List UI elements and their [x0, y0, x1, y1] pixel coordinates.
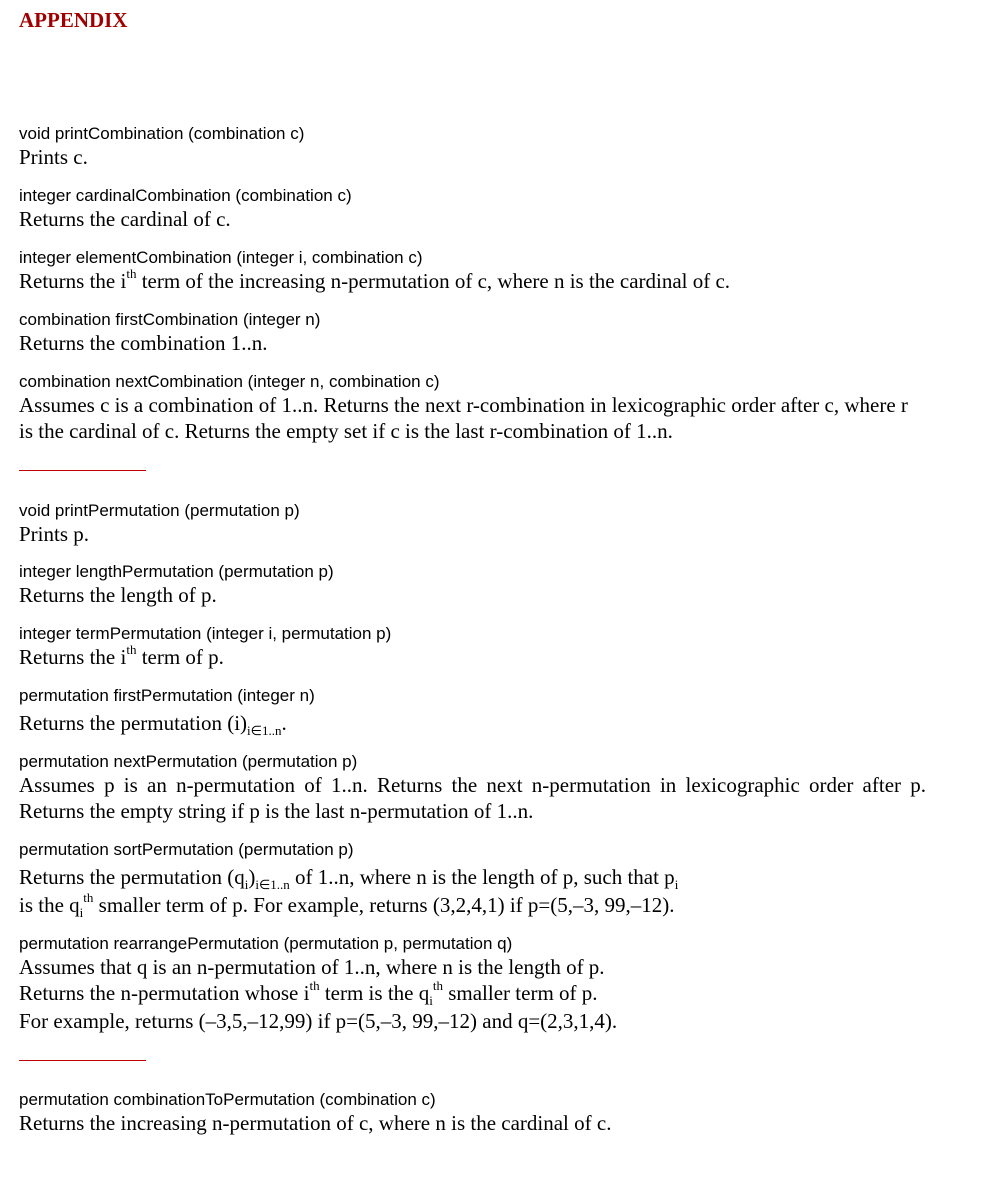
section-divider: [19, 1060, 146, 1061]
function-entry: [19, 686, 926, 739]
function-signature: combination firstCombination (integer n): [19, 310, 321, 329]
function-description: For example, returns (–3,5,–12,99) if p=(5,–3, 99,–12) and q=(2,3,1,4).: [19, 1009, 618, 1033]
function-description: Returns the length of p.: [19, 583, 217, 607]
function-description: Assumes that q is an n-permutation of 1..n, where n is the length of p.: [19, 955, 605, 979]
function-signature: permutation firstPermutation (integer n): [19, 686, 315, 705]
function-description: is the $q_i^{th}$ smaller term of p. For example, returns (3,2,4,1) if p=(5,–3, 99,–12).: [19, 890, 675, 921]
function-description: Assumes p is an n-permutation of 1..n. Returns the next n-permutation in lexicographic order after p. Returns the empty string if p is the last n-permutation of 1..n.: [19, 773, 926, 823]
function-description: Returns the permutation $(q_i)_{i\in 1..n}$ of 1..n, where n is the length of p, such that $p_i$: [19, 865, 679, 893]
function-entry: [19, 372, 926, 444]
function-entry: [19, 501, 926, 547]
function-signature: integer lengthPermutation (permutation p): [19, 562, 334, 581]
function-entry: [19, 310, 926, 356]
function-signature: integer termPermutation (integer i, permutation p): [19, 624, 392, 643]
function-description: Returns the $i^{th}$ term of p.: [19, 642, 224, 669]
function-description: Prints c.: [19, 145, 88, 169]
function-signature: permutation combinationToPermutation (combination c): [19, 1090, 436, 1109]
function-entry: [19, 934, 926, 1034]
function-signature: permutation nextPermutation (permutation p): [19, 752, 358, 771]
function-entry: [19, 752, 926, 824]
function-signature: permutation rearrangePermutation (permutation p, permutation q): [19, 934, 513, 953]
function-entry: [19, 562, 926, 608]
function-entry: [19, 624, 926, 670]
function-signature: combination nextCombination (integer n, combination c): [19, 372, 440, 391]
function-signature: void printPermutation (permutation p): [19, 501, 300, 520]
function-description: Returns the $i^{th}$ term of the increasing n-permutation of c, where n is the cardinal of c.: [19, 266, 731, 293]
function-signature: integer elementCombination (integer i, combination c): [19, 248, 423, 267]
function-signature: void printCombination (combination c): [19, 124, 305, 143]
page-title: APPENDIX: [19, 8, 128, 32]
function-description: Assumes c is a combination of 1..n. Returns the next r-combination in lexicographic order after c, where r is the cardinal of c. Returns the empty set if c is the last r-combination of 1..n.: [19, 393, 908, 443]
function-entry: [19, 840, 926, 921]
function-signature: permutation sortPermutation (permutation p): [19, 840, 354, 859]
function-signature: integer cardinalCombination (combination c): [19, 186, 352, 205]
function-description: Prints p.: [19, 522, 90, 546]
function-description: Returns the permutation $(i)_{i\in 1..n}$.: [19, 711, 287, 739]
function-entry: [19, 124, 926, 170]
function-description: Returns the n-permutation whose $i^{th}$ term is the $q_i^{th}$ smaller term of p.: [19, 978, 598, 1009]
function-description: Returns the combination 1..n.: [19, 331, 268, 355]
section-divider: [19, 470, 146, 471]
function-entry: [19, 248, 926, 294]
function-description: Returns the increasing n-permutation of c, where n is the cardinal of c.: [19, 1111, 612, 1135]
function-entry: [19, 186, 926, 232]
function-description: Returns the cardinal of c.: [19, 207, 231, 231]
function-entry: [19, 1090, 926, 1136]
